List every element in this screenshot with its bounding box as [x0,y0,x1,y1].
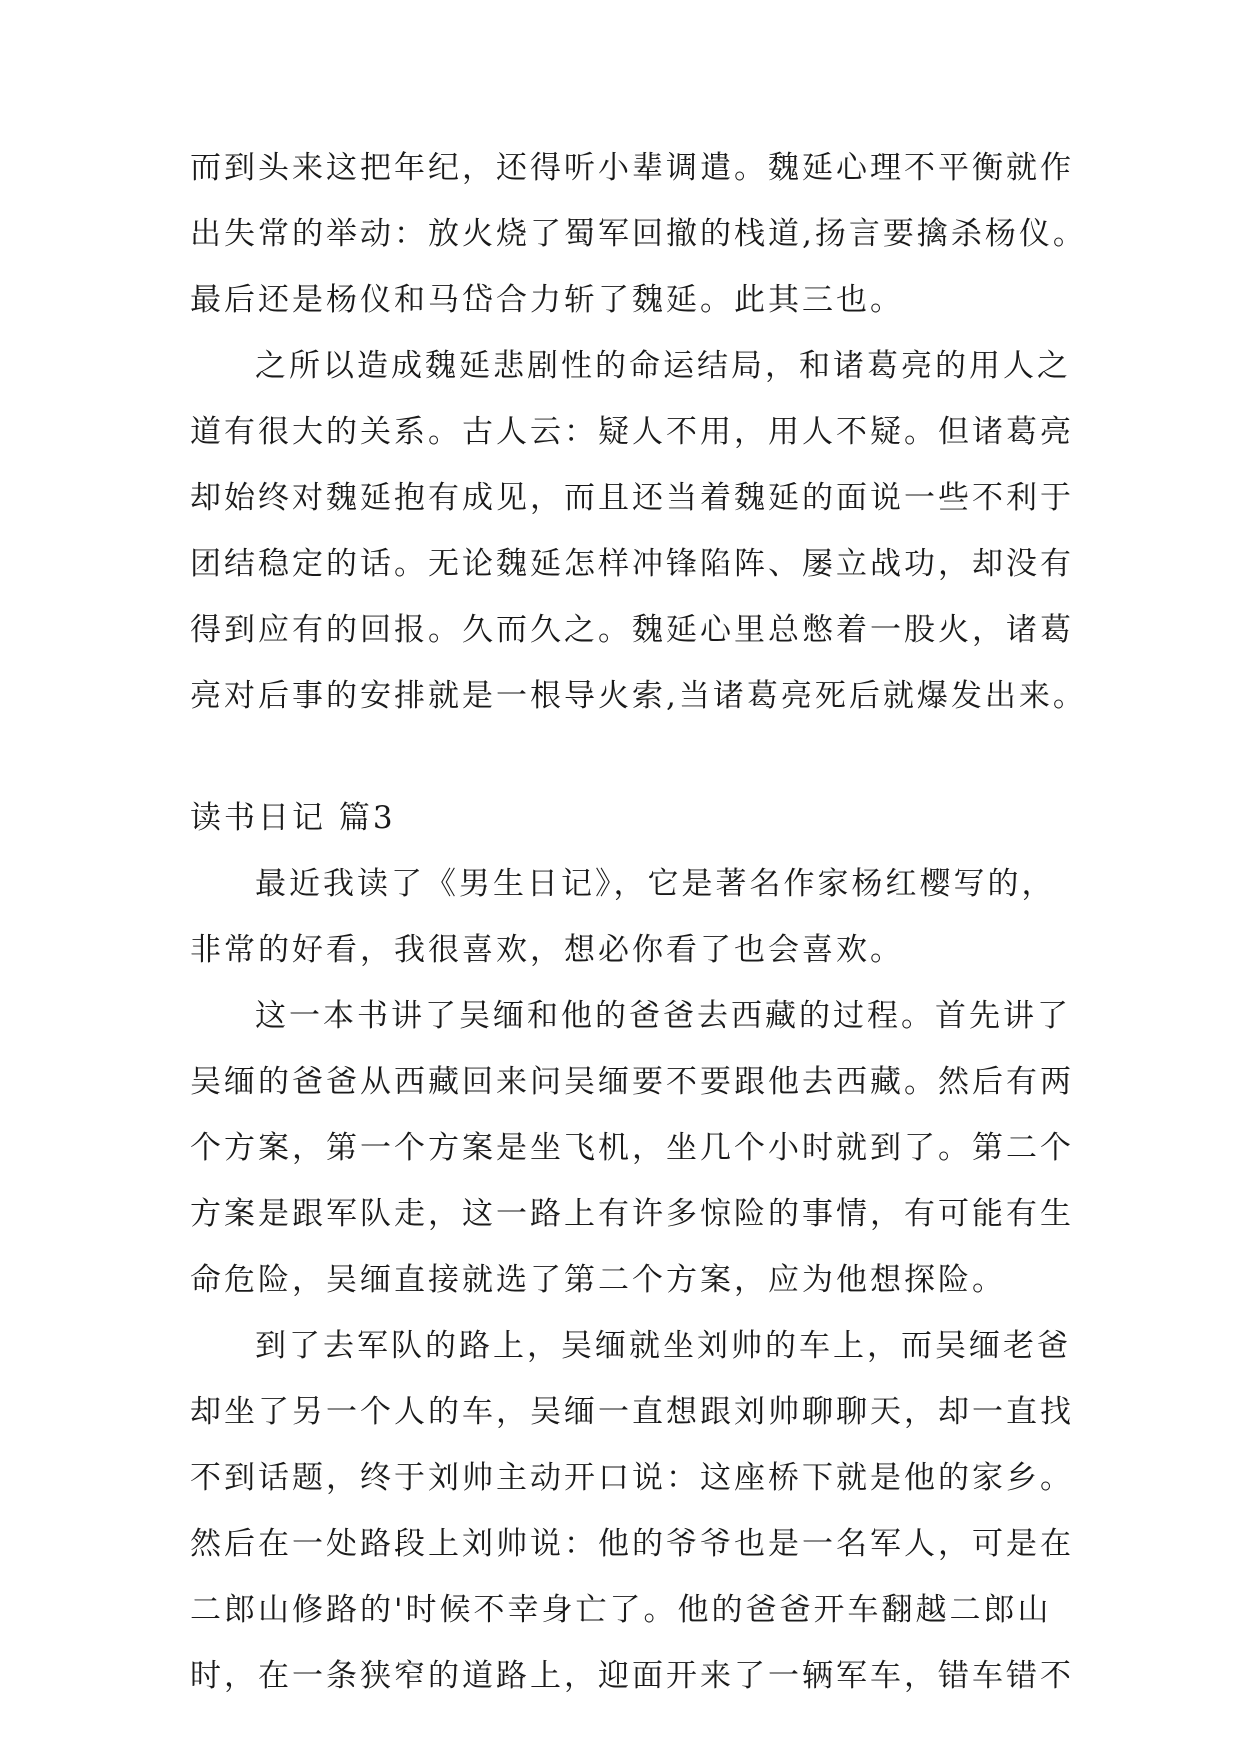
text-line: 却始终对魏延抱有成见，而且还当着魏延的面说一些不利于 [190,480,1074,516]
section-title: 读书日记 篇3 [190,800,396,836]
text-line: 不到话题，终于刘帅主动开口说：这座桥下就是他的家乡。 [190,1460,1074,1496]
text-line: 时，在一条狭窄的道路上，迎面开来了一辆军车，错车错不 [190,1658,1074,1694]
text-line: 方案是跟军队走，这一路上有许多惊险的事情，有可能有生 [190,1196,1074,1232]
text-line: 个方案，第一个方案是坐飞机，坐几个小时就到了。第二个 [190,1130,1074,1166]
text-line: 吴缅的爸爸从西藏回来问吴缅要不要跟他去西藏。然后有两 [190,1064,1074,1100]
text-line: 命危险，吴缅直接就选了第二个方案，应为他想探险。 [190,1262,1006,1298]
text-line: 却坐了另一个人的车，吴缅一直想跟刘帅聊聊天，却一直找 [190,1394,1074,1430]
text-line: 亮对后事的安排就是一根导火索,当诸葛亮死后就爆发出来。 [190,678,1087,714]
paragraph-start-line: 最近我读了《男生日记》，它是著名作家杨红樱写的， [255,866,1056,902]
paragraph-start-line: 之所以造成魏延悲剧性的命运结局，和诸葛亮的用人之 [255,348,1071,384]
text-line: 非常的好看，我很喜欢，想必你看了也会喜欢。 [190,932,904,968]
text-line: 最后还是杨仪和马岱合力斩了魏延。此其三也。 [190,282,904,318]
text-line: 然后在一处路段上刘帅说：他的爷爷也是一名军人，可是在 [190,1526,1074,1562]
text-line: 道有很大的关系。古人云：疑人不用，用人不疑。但诸葛亮 [190,414,1074,450]
paragraph-start-line: 到了去军队的路上，吴缅就坐刘帅的车上，而吴缅老爸 [255,1328,1071,1364]
paragraph-start-line: 这一本书讲了吴缅和他的爸爸去西藏的过程。首先讲了 [255,998,1071,1034]
text-line: 出失常的举动：放火烧了蜀军回撤的栈道,扬言要擒杀杨仪。 [190,216,1087,252]
text-line: 而到头来这把年纪，还得听小辈调遣。魏延心理不平衡就作 [190,150,1074,186]
text-line: 团结稳定的话。无论魏延怎样冲锋陷阵、屡立战功，却没有 [190,546,1074,582]
text-line: 二郎山修路的'时候不幸身亡了。他的爸爸开车翻越二郎山 [190,1592,1052,1628]
text-line: 得到应有的回报。久而久之。魏延心里总憋着一股火，诸葛 [190,612,1074,648]
